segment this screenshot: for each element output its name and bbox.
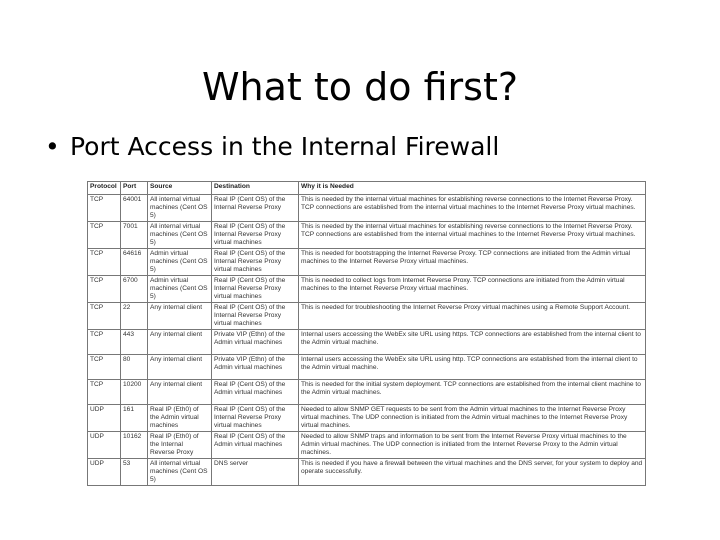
cell-destination: Real IP (Cent OS) of the Internal Reverse Proxy virtual machines: [212, 303, 299, 330]
port-access-table: [87, 181, 646, 486]
bullet-item: [45, 132, 499, 161]
cell-protocol: TCP: [88, 355, 121, 380]
cell-why-needed: Internal users accessing the WebEx site URL using https. TCP connections are established from the internal client to the Admin virtual machine.: [299, 330, 646, 355]
table-header-row: [88, 182, 646, 195]
cell-protocol: UDP: [88, 459, 121, 486]
cell-protocol: TCP: [88, 380, 121, 405]
header-destination: Destination: [212, 182, 299, 195]
cell-destination: Real IP (Cent OS) of the Internal Reverse Proxy virtual machines: [212, 249, 299, 276]
cell-port: 10162: [121, 432, 148, 459]
table-row: [88, 303, 646, 330]
cell-port: 6700: [121, 276, 148, 303]
table-row: [88, 355, 646, 380]
cell-why-needed: This is needed to collect logs from Internet Reverse Proxy. TCP connections are initiated from the Admin virtual machines to the Internet Reverse Proxy virtual machines.: [299, 276, 646, 303]
cell-port: 10200: [121, 380, 148, 405]
cell-source: Any internal client: [148, 380, 212, 405]
cell-port: 64001: [121, 195, 148, 222]
cell-why-needed: This is needed for the initial system deployment. TCP connections are established from the internal client machine to the Admin virtual machines.: [299, 380, 646, 405]
cell-destination: Real IP (Cent OS) of the Internal Reverse Proxy virtual machines: [212, 276, 299, 303]
cell-port: 80: [121, 355, 148, 380]
cell-protocol: UDP: [88, 432, 121, 459]
table-row: [88, 330, 646, 355]
cell-destination: Private VIP (Ethn) of the Admin virtual machines: [212, 330, 299, 355]
cell-source: Any internal client: [148, 330, 212, 355]
table-row: [88, 276, 646, 303]
cell-port: 443: [121, 330, 148, 355]
header-why-needed: Why it is Needed: [299, 182, 646, 195]
cell-destination: Real IP (Cent OS) of the Internal Reverse Proxy: [212, 195, 299, 222]
cell-protocol: UDP: [88, 405, 121, 432]
cell-why-needed: Needed to allow SNMP traps and information to be sent from the Internet Reverse Proxy virtual machines to the Admin virtual machines. The UDP connection is initiated from the Internet Reverse Proxy to the Admin virtual machines.: [299, 432, 646, 459]
header-port: Port: [121, 182, 148, 195]
cell-source: All internal virtual machines (Cent OS 5): [148, 195, 212, 222]
cell-protocol: TCP: [88, 330, 121, 355]
cell-why-needed: This is needed if you have a firewall between the virtual machines and the DNS server, for your system to deploy and operate successfully.: [299, 459, 646, 486]
cell-why-needed: This is needed by the internal virtual machines for establishing reverse connections to the Internet Reverse Proxy. TCP connections are established from the internal virtual machines to the Internet Reverse Proxy virtual machines.: [299, 222, 646, 249]
table-row: [88, 249, 646, 276]
cell-protocol: TCP: [88, 303, 121, 330]
slide-title: What to do first?: [201, 65, 519, 110]
cell-source: All internal virtual machines (Cent OS 5): [148, 459, 212, 486]
cell-why-needed: Needed to allow SNMP GET requests to be sent from the Admin virtual machines to the Internet Reverse Proxy virtual machines. The UDP connection is initiated from the Admin virtual machines to the Internet Reverse Proxy virtual machines.: [299, 405, 646, 432]
bullet-text: Port Access in the Internal Firewall: [70, 132, 500, 161]
cell-why-needed: Internal users accessing the WebEx site URL using http. TCP connections are established from the internal client to the Admin virtual machine.: [299, 355, 646, 380]
cell-why-needed: This is needed for troubleshooting the Internet Reverse Proxy virtual machines using a Remote Support Account.: [299, 303, 646, 330]
table-row: [88, 432, 646, 459]
cell-destination: Private VIP (Ethn) of the Admin virtual machines: [212, 355, 299, 380]
header-protocol: Protocol: [88, 182, 121, 195]
cell-why-needed: This is needed by the internal virtual machines for establishing reverse connections to the Internet Reverse Proxy. TCP connections are established from the internal virtual machines to the Internet Reverse Proxy virtual machines.: [299, 195, 646, 222]
cell-destination: DNS server: [212, 459, 299, 486]
cell-destination: Real IP (Cent OS) of the Admin virtual machines: [212, 380, 299, 405]
cell-protocol: TCP: [88, 195, 121, 222]
cell-protocol: TCP: [88, 276, 121, 303]
table-row: [88, 459, 646, 486]
cell-port: 22: [121, 303, 148, 330]
cell-port: 53: [121, 459, 148, 486]
bullet-point: •: [45, 132, 60, 161]
table-row: [88, 222, 646, 249]
cell-port: 161: [121, 405, 148, 432]
cell-source: Real IP (Eth0) of the Internal Reverse Proxy: [148, 432, 212, 459]
cell-source: Admin virtual machines (Cent OS 5): [148, 249, 212, 276]
cell-destination: Real IP (Cent OS) of the Internal Reverse Proxy virtual machines: [212, 405, 299, 432]
cell-source: Any internal client: [148, 303, 212, 330]
cell-source: Any internal client: [148, 355, 212, 380]
cell-source: All internal virtual machines (Cent OS 5): [148, 222, 212, 249]
cell-source: Admin virtual machines (Cent OS 5): [148, 276, 212, 303]
table-row: [88, 195, 646, 222]
cell-protocol: TCP: [88, 249, 121, 276]
table-row: [88, 380, 646, 405]
cell-port: 64616: [121, 249, 148, 276]
cell-why-needed: This is needed for bootstrapping the Internet Reverse Proxy. TCP connections are initiated from the Admin virtual machines to the Internet Reverse Proxy virtual machines.: [299, 249, 646, 276]
cell-destination: Real IP (Cent OS) of the Admin virtual machines: [212, 432, 299, 459]
header-source: Source: [148, 182, 212, 195]
cell-source: Real IP (Eth0) of the Admin virtual machines: [148, 405, 212, 432]
cell-port: 7001: [121, 222, 148, 249]
table-row: [88, 405, 646, 432]
cell-destination: Real IP (Cent OS) of the Internal Reverse Proxy virtual machines: [212, 222, 299, 249]
cell-protocol: TCP: [88, 222, 121, 249]
